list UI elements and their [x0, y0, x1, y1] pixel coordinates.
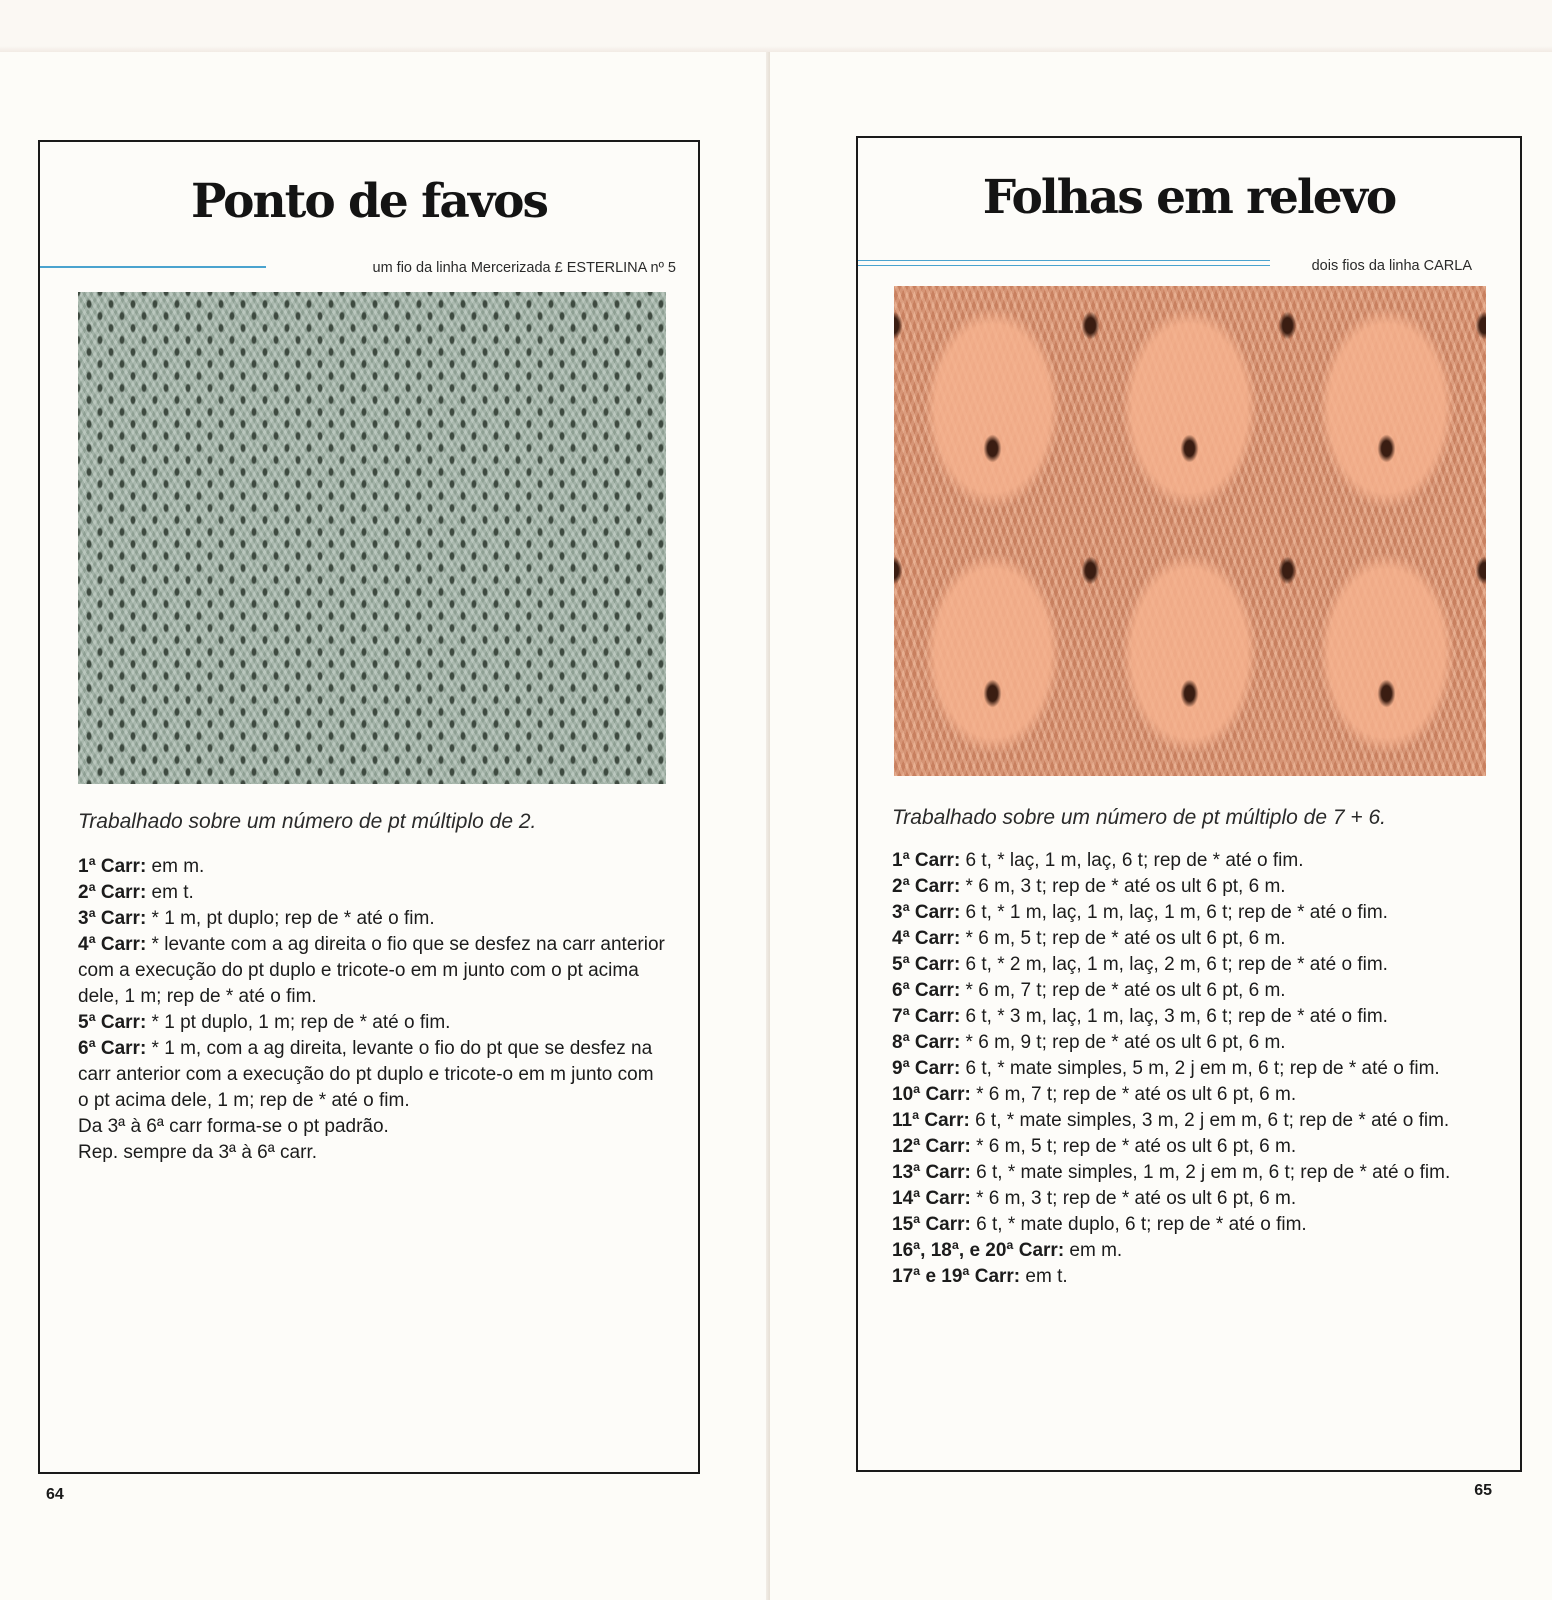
row-instruction	[78, 932, 668, 1010]
stitch-card-left	[38, 140, 700, 1474]
row-instructions	[892, 848, 1482, 1290]
knitted-swatch-honeycomb	[78, 292, 666, 784]
pattern-note	[78, 1114, 668, 1140]
row-label: 7ª Carr:	[892, 1006, 961, 1027]
row-instruction	[892, 1030, 1482, 1056]
row-instruction	[892, 926, 1482, 952]
pattern-note-text: Rep. sempre da 3ª à 6ª carr.	[78, 1142, 318, 1163]
stitch-title: Ponto de favos	[191, 174, 547, 229]
page-right	[770, 52, 1552, 1600]
page-number: 64	[46, 1486, 64, 1503]
row-label: 17ª e 19ª Carr:	[892, 1266, 1021, 1287]
row-label: 2ª Carr:	[78, 882, 147, 903]
row-instruction	[892, 848, 1482, 874]
row-label: 15ª Carr:	[892, 1214, 971, 1235]
row-instruction	[78, 880, 668, 906]
row-label: 4ª Carr:	[892, 928, 961, 949]
row-instruction	[892, 952, 1482, 978]
row-label: 6ª Carr:	[78, 1038, 147, 1059]
row-label: 14ª Carr:	[892, 1188, 971, 1209]
pattern-note-text: Da 3ª à 6ª carr forma-se o pt padrão.	[78, 1116, 389, 1137]
row-label: 4ª Carr:	[78, 934, 147, 955]
row-label: 10ª Carr:	[892, 1084, 971, 1105]
row-instruction	[892, 978, 1482, 1004]
row-text: 6 t, * 3 m, laç, 1 m, laç, 3 m, 6 t; rep de * até o fim.	[960, 1006, 1388, 1027]
row-instruction	[78, 1010, 668, 1036]
page-left	[0, 52, 770, 1600]
row-label: 13ª Carr:	[892, 1162, 971, 1183]
row-label: 11ª Carr:	[892, 1110, 970, 1131]
row-instruction	[892, 1056, 1482, 1082]
row-label: 1ª Carr:	[78, 856, 147, 877]
row-instruction	[78, 906, 668, 932]
row-instruction	[892, 1134, 1482, 1160]
row-text: 6 t, * mate simples, 3 m, 2 j em m, 6 t; rep de * até o fim.	[969, 1110, 1450, 1131]
page-number: 65	[1474, 1482, 1492, 1499]
row-instruction	[892, 874, 1482, 900]
row-text: * 6 m, 9 t; rep de * até os ult 6 pt, 6 m.	[960, 1032, 1286, 1053]
yarn-spec: dois fios da linha CARLA	[1311, 258, 1472, 274]
row-label: 3ª Carr:	[892, 902, 961, 923]
row-text: em m.	[1064, 1240, 1123, 1261]
row-instruction	[892, 1108, 1482, 1134]
stitch-card-right	[856, 136, 1522, 1472]
row-instruction	[892, 1082, 1482, 1108]
row-instruction	[78, 854, 668, 880]
row-instruction	[892, 1004, 1482, 1030]
row-label: 5ª Carr:	[892, 954, 961, 975]
row-label: 8ª Carr:	[892, 1032, 961, 1053]
row-text: * levante com a ag direita o fio que se desfez na carr anterior com a execução do pt duplo e tricote-o em m junto com o pt acima dele, 1 m; rep de * até o fim.	[78, 934, 665, 1007]
row-instruction	[78, 1036, 668, 1114]
yarn-spec: um fio da linha Mercerizada £ ESTERLINA nº 5	[372, 260, 676, 276]
row-text: * 6 m, 5 t; rep de * até os ult 6 pt, 6 m.	[960, 928, 1286, 949]
row-text: 6 t, * 2 m, laç, 1 m, laç, 2 m, 6 t; rep de * até o fim.	[960, 954, 1388, 975]
row-label: 5ª Carr:	[78, 1012, 147, 1033]
row-text: 6 t, * mate simples, 1 m, 2 j em m, 6 t; rep de * até o fim.	[970, 1162, 1451, 1183]
row-label: 2ª Carr:	[892, 876, 961, 897]
row-text: * 1 m, pt duplo; rep de * até o fim.	[146, 908, 435, 929]
row-label: 6ª Carr:	[892, 980, 961, 1001]
row-instruction	[892, 900, 1482, 926]
row-text: em t.	[146, 882, 194, 903]
knitted-swatch-leaves	[894, 286, 1486, 776]
row-instruction	[892, 1238, 1482, 1264]
row-text: * 6 m, 3 t; rep de * até os ult 6 pt, 6 m.	[970, 1188, 1297, 1209]
blue-rule	[858, 260, 1270, 261]
row-text: em t.	[1020, 1266, 1068, 1287]
row-text: * 6 m, 5 t; rep de * até os ult 6 pt, 6 m.	[970, 1136, 1297, 1157]
row-label: 9ª Carr:	[892, 1058, 961, 1079]
row-instruction	[892, 1160, 1482, 1186]
row-text: * 1 m, com a ag direita, levante o fio do pt que se desfez na carr anterior com a execução do pt duplo e tricote-o em m junto com o pt acima dele, 1 m; rep de * até o fim.	[78, 1038, 654, 1111]
row-label: 12ª Carr:	[892, 1136, 971, 1157]
row-text: * 6 m, 3 t; rep de * até os ult 6 pt, 6 m.	[960, 876, 1286, 897]
row-instructions	[78, 854, 668, 1166]
row-text: 6 t, * 1 m, laç, 1 m, laç, 1 m, 6 t; rep de * até o fim.	[960, 902, 1388, 923]
row-instruction	[892, 1186, 1482, 1212]
row-text: * 1 pt duplo, 1 m; rep de * até o fim.	[146, 1012, 451, 1033]
row-label: 3ª Carr:	[78, 908, 147, 929]
row-text: 6 t, * mate duplo, 6 t; rep de * até o fim.	[970, 1214, 1307, 1235]
row-text: * 6 m, 7 t; rep de * até os ult 6 pt, 6 m.	[970, 1084, 1297, 1105]
blue-rule	[40, 266, 266, 268]
pattern-note	[78, 1140, 668, 1166]
row-instruction	[892, 1264, 1482, 1290]
stitch-multiple: Trabalhado sobre um número de pt múltiplo de 7 + 6.	[892, 806, 1386, 829]
row-label: 16ª, 18ª, e 20ª Carr:	[892, 1240, 1065, 1261]
row-text: em m.	[146, 856, 205, 877]
stitch-multiple: Trabalhado sobre um número de pt múltiplo de 2.	[78, 810, 537, 833]
row-text: 6 t, * mate simples, 5 m, 2 j em m, 6 t; rep de * até o fim.	[960, 1058, 1440, 1079]
stitch-title: Folhas em relevo	[982, 170, 1396, 225]
row-text: * 6 m, 7 t; rep de * até os ult 6 pt, 6 m.	[960, 980, 1286, 1001]
blue-rule	[858, 265, 1270, 266]
row-instruction	[892, 1212, 1482, 1238]
row-text: 6 t, * laç, 1 m, laç, 6 t; rep de * até o fim.	[960, 850, 1304, 871]
row-label: 1ª Carr:	[892, 850, 961, 871]
